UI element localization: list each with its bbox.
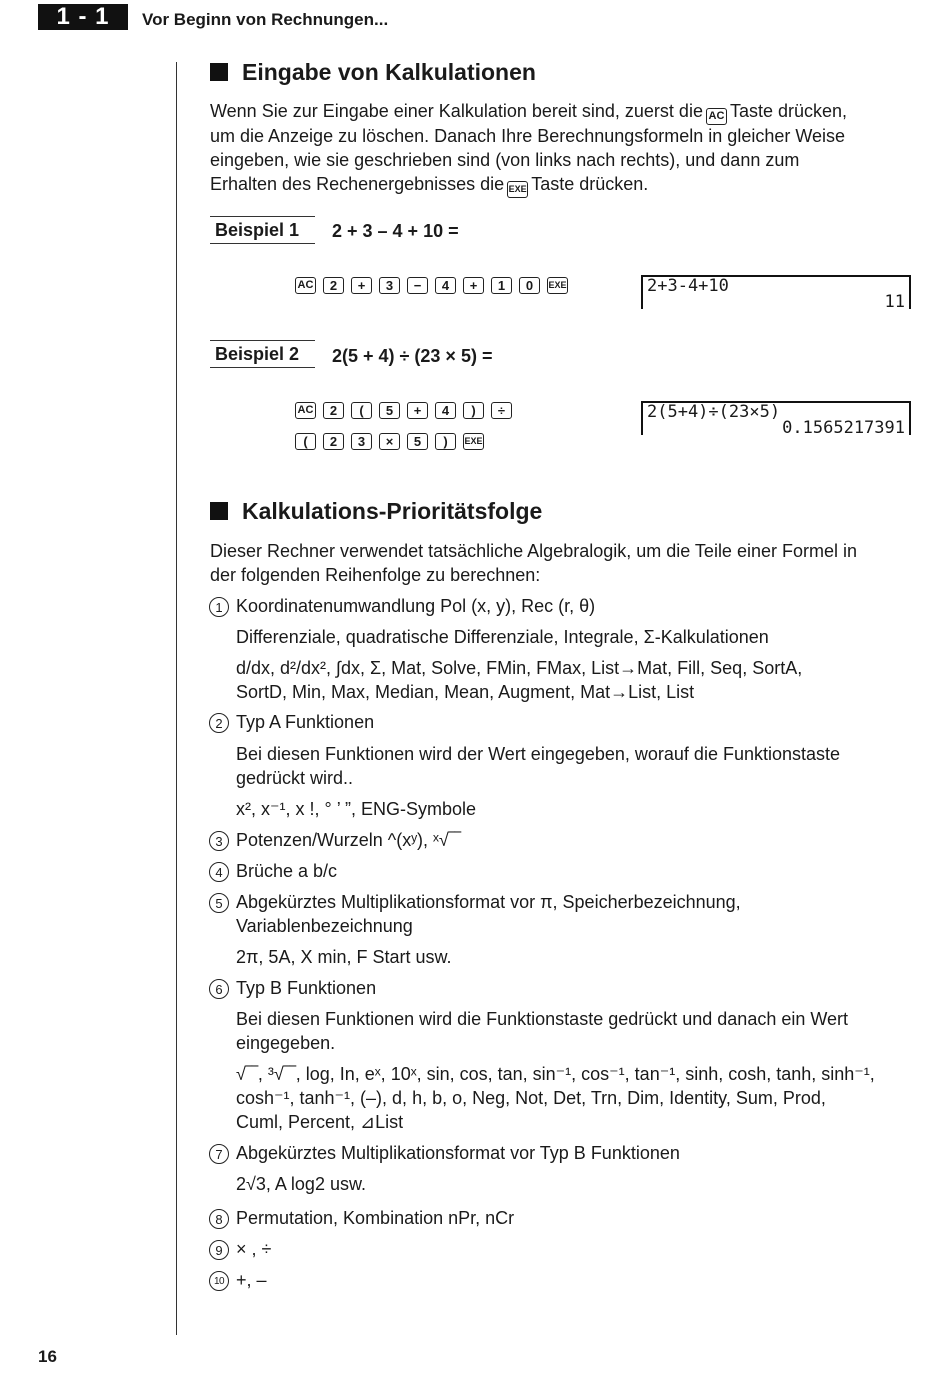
item-number-6: 6 [209,979,229,999]
item-number-10: 10 [209,1271,229,1291]
example-2-formula: 2(5 + 4) ÷ (23 × 5) = [332,346,493,366]
key-3-icon: 3 [379,277,400,294]
intro-line-5 [210,172,648,198]
item-2-sub: Bei diesen Funktionen wird der Wert eingegeben, worauf die Funktionstaste [236,744,841,764]
item-1-sub: d/dx, d²/dx², ∫dx, Σ, Mat, Solve, FMin, FMax, List→Mat, Fill, Seq, SortA, [236,658,803,678]
key-plus-icon: + [351,277,372,294]
item-1-sub: SortD, Min, Max, Median, Mean, Augment, Mat→List, List [236,682,695,702]
item-2-sub: x², x⁻¹, x !, ° ’ ”, ENG-Symbole [236,799,477,819]
item-5-title-cont: Variablenbezeichnung [236,916,413,936]
item-number-4: 4 [209,862,229,882]
item-6-sub: cosh⁻¹, tanh⁻¹, (–), d, h, b, o, Neg, Not, Det, Trn, Dim, Identity, Sum, Prod, [236,1088,826,1108]
example-1-display [641,275,911,312]
intro-line-3: um die Anzeige zu löschen. Danach Ihre Berechnungsformeln in gleicher Weise [210,126,846,146]
example-2-keys-row-1 [295,402,512,419]
key-2-icon: 2 [323,277,344,294]
heading-text: Kalkulations-Prioritätsfolge [242,498,543,524]
display-input: 2+3-4+10 [647,276,729,296]
key-close-paren-icon: ) [435,433,456,450]
item-6-sub: Bei diesen Funktionen wird die Funktionstaste gedrückt und danach ein Wert [236,1009,849,1029]
item-2-title: Typ A Funktionen [236,712,375,732]
intro-text: Taste drücken, [729,101,848,121]
key-1-icon: 1 [491,277,512,294]
item-7-title: Abgekürztes Multiplikationsformat vor Typ B Funktionen [236,1143,680,1163]
item-4-title: Brüche a b/c [236,861,338,881]
intro-text: Erhalten des Rechenergebnisses die [210,174,505,194]
key-4-icon: 4 [435,402,456,419]
intro-line-1 [210,99,847,125]
item-number-2: 2 [209,713,229,733]
section-heading-eingabe [210,59,536,86]
item-3-title: Potenzen/Wurzeln ^(xʸ), ˣ√‾‾ [236,830,461,850]
display-result: 0.1565217391 [782,418,905,438]
item-6-sub: √‾‾, ³√‾‾, log, In, eˣ, 10ˣ, sin, cos, tan, sin⁻¹, cos⁻¹, tan⁻¹, sinh, cosh, tanh, sinh⁻¹, [236,1064,875,1084]
item-number-7: 7 [209,1144,229,1164]
item-5-title: Abgekürztes Multiplikationsformat vor π, Speicherbezeichnung, [236,892,741,912]
key-ac-icon: AC [295,402,316,419]
example-1-label: Beispiel 1 [210,216,315,244]
heading-text: Eingabe von Kalkulationen [242,59,536,85]
item-number-8: 8 [209,1209,229,1229]
intro-text: Taste drücken. [531,174,649,194]
key-2-icon: 2 [323,402,344,419]
display-result: 11 [884,292,905,312]
item-9-title: × , ÷ [236,1239,272,1259]
page-number: 16 [38,1347,57,1366]
item-1-title: Koordinatenumwandlung Pol (x, y), Rec (r, θ) [236,596,596,616]
example-2-label: Beispiel 2 [210,340,315,368]
key-exe-icon: EXE [547,277,568,294]
key-ac-icon: AC [295,277,316,294]
key-plus-icon: + [407,402,428,419]
key-divide-icon: ÷ [491,402,512,419]
chapter-title: Vor Beginn von Rechnungen... [142,10,389,29]
key-4-icon: 4 [435,277,456,294]
intro-line-4: eingeben, wie sie geschrieben sind (von links nach rechts), und dann zum [210,150,800,170]
priority-intro-2: der folgenden Reihenfolge zu berechnen: [210,565,541,585]
key-open-paren-icon: ( [351,402,372,419]
margin-rule [176,62,177,1335]
item-8-title: Permutation, Kombination nPr, nCr [236,1208,515,1228]
item-6-sub: Cuml, Percent, ⊿List [236,1112,404,1132]
item-5-sub: 2π, 5A, X min, F Start usw. [236,947,452,967]
key-open-paren-icon: ( [295,433,316,450]
ac-key-icon: AC [706,108,727,125]
key-close-paren-icon: ) [463,402,484,419]
item-number-1: 1 [209,597,229,617]
item-2-sub: gedrückt wird.. [236,768,354,788]
example-1-formula: 2 + 3 – 4 + 10 = [332,221,459,241]
item-1-sub: Differenziale, quadratische Differenziale, Integrale, Σ-Kalkulationen [236,627,769,647]
key-multiply-icon: × [379,433,400,450]
exe-key-icon: EXE [507,181,528,198]
priority-intro-1: Dieser Rechner verwendet tatsächliche Algebralogik, um die Teile einer Formel in [210,541,857,561]
item-6-title: Typ B Funktionen [236,978,377,998]
key-3-icon: 3 [351,433,372,450]
intro-text: Wenn Sie zur Eingabe einer Kalkulation bereit sind, zuerst die [210,101,703,121]
item-number-3: 3 [209,831,229,851]
item-10-title: +, – [236,1270,267,1290]
example-2-keys-row-2 [295,433,484,450]
bullet-square-icon [210,63,228,81]
key-plus-icon: + [463,277,484,294]
key-exe-icon: EXE [463,433,484,450]
item-number-9: 9 [209,1240,229,1260]
item-7-sub: 2√3, A log2 usw. [236,1174,366,1194]
item-number-5: 5 [209,893,229,913]
key-2-icon: 2 [323,433,344,450]
key-minus-icon: − [407,277,428,294]
key-0-icon: 0 [519,277,540,294]
example-2-display [641,401,911,438]
section-heading-prioritaet [210,498,542,525]
key-5-icon: 5 [407,433,428,450]
bullet-square-icon [210,502,228,520]
display-input: 2(5+4)÷(23×5) [647,402,781,422]
example-1-keys [295,277,568,294]
item-6-sub: eingegeben. [236,1033,336,1053]
key-5-icon: 5 [379,402,400,419]
chapter-badge: 1 - 1 [38,4,128,30]
